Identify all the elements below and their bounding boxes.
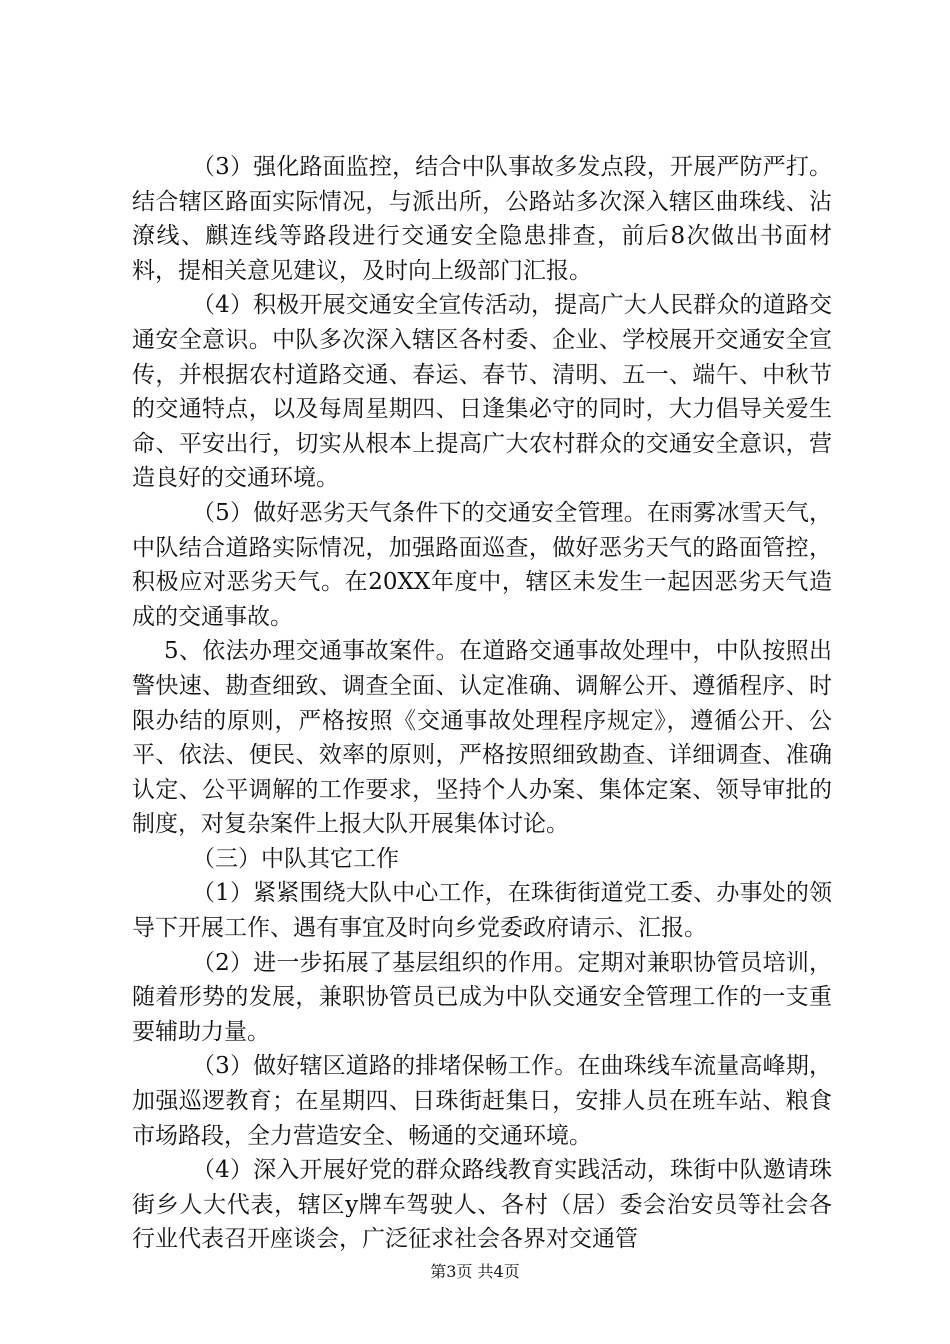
section-heading-other-work: （三）中队其它工作 bbox=[192, 845, 399, 872]
paragraph-mass-line: （4）深入开展好党的群众路线教育实践活动，珠街中队邀请珠街乡人大代表，辖区y牌车驾驶人、各村（居）委会治安员等社会各行业代表召开座谈会，广泛征求社会各界对交通管 bbox=[132, 1157, 832, 1253]
paragraph-traffic-flow: （3）做好辖区道路的排堵保畅工作。在曲珠线车流量高峰期，加强巡逻教育；在星期四、日珠街赶集日，安排人员在班车站、粮食市场路段，全力营造安全、畅通的交通环境。 bbox=[132, 1053, 832, 1149]
paragraph-grassroots: （2）进一步拓展了基层组织的作用。定期对兼职协管员培训，随着形势的发展，兼职协管员已成为中队交通安全管理工作的一支重要辅助力量。 bbox=[132, 949, 832, 1045]
paragraph-accident-cases: 5、依法办理交通事故案件。在道路交通事故处理中，中队按照出警快速、勘查细致、调查全面、认定准确、调解公开、遵循程序、时限办结的原则，严格按照《交通事故处理程序规定》，遵循公开、公平、依法、便民、效率的原则，严格按照细致勘查、详细调查、准确认定、公平调解的工作要求，坚持个人办案、集体定案、领导审批的制度，对复杂案件上报大队开展集体讨论。 bbox=[132, 638, 832, 838]
document-body bbox=[132, 150, 832, 1257]
paragraph-safety-publicity: （4）积极开展交通安全宣传活动，提高广大人民群众的道路交通安全意识。中队多次深入辖区各村委、企业、学校展开交通安全宣传，并根据农村道路交通、春运、春节、清明、五一、端午、中秋节的交通特点，以及每周星期四、日逢集必守的同时，大力倡导关爱生命、平安出行，切实从根本上提高广大农村群众的交通安全意识，营造良好的交通环境。 bbox=[132, 292, 832, 492]
paragraph-bad-weather: （5）做好恶劣天气条件下的交通安全管理。在雨雾冰雪天气，中队结合道路实际情况，加强路面巡查，做好恶劣天气的路面管控，积极应对恶劣天气。在20XX年度中，辖区未发生一起因恶劣天气造成的交通事故。 bbox=[132, 499, 832, 630]
paragraph-central-work: （1）紧紧围绕大队中心工作，在珠街街道党工委、办事处的领导下开展工作、遇有事宜及时向乡党委政府请示、汇报。 bbox=[132, 880, 832, 942]
page-footer: 第3页 共4页 bbox=[430, 1262, 520, 1281]
paragraph-road-monitoring: （3）强化路面监控，结合中队事故多发点段，开展严防严打。结合辖区路面实际情况，与派出所，公路站多次深入辖区曲珠线、沾潦线、麒连线等路段进行交通安全隐患排查，前后8次做出书面材料，提相关意见建议，及时向上级部门汇报。 bbox=[132, 154, 832, 284]
